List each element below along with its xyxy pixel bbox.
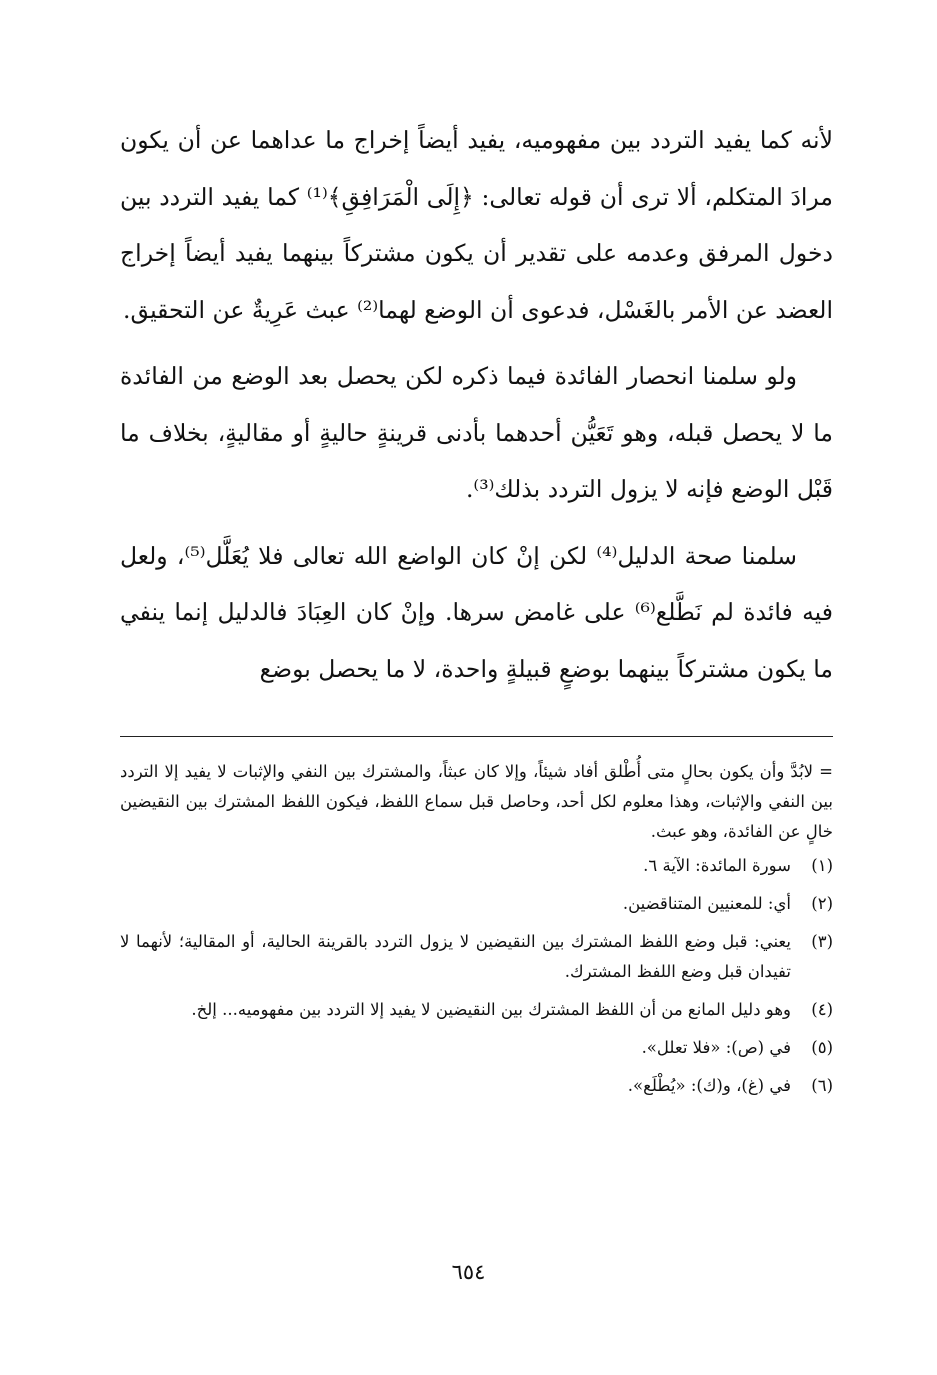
- footnote-text: يعني: قبل وضع اللفظ المشترك بين النقيضين لا يزول التردد بالقرينة الحالية، أو المقالية؛ لأنهما لا تفيدان قبل وضع اللفظ المشترك.: [120, 932, 791, 981]
- paragraph-3: سلمنا صحة الدليل⁽⁴⁾ لكن إنْ كان الواضع الله تعالى فلا يُعَلَّل⁽⁵⁾، ولعل فيه فائدة لم نَطَّلع⁽⁶⁾ على غامض سرها. وإنْ كان العِبَادَ فالدليل إنما ينفي ما يكون مشتركاً بينهما بوضعٍ قبيلةٍ واحدة، لا ما يحصل بوضع: [120, 541, 833, 683]
- footnote-text: في (ص): «فلا تعلل».: [641, 1038, 791, 1057]
- page-number: ٦٥٤: [451, 1260, 486, 1284]
- footnote-number: (٤): [811, 1000, 833, 1019]
- footnote-text: سورة المائدة: الآية ٦.: [643, 856, 791, 875]
- paragraph-2: ولو سلمنا انحصار الفائدة فيما ذكره لكن يحصل بعد الوضع من الفائدة ما لا يحصل قبله، وهو تَعَيُّن أحدهما بأدنى قرينةٍ حاليةٍ أو مقاليةٍ، بخلاف ما قَبْل الوضع فإنه لا يزول التردد بذلك⁽³⁾.: [120, 362, 833, 503]
- footnote-number: (٣): [811, 932, 833, 951]
- main-text: [120, 112, 833, 697]
- footnote-2: [120, 889, 833, 919]
- footnotes: [120, 757, 833, 1109]
- footnote-number: (٦): [811, 1076, 833, 1095]
- footnote-text: وهو دليل المانع من أن اللفظ المشترك بين النقيضين لا يفيد إلا التردد بين مفهوميه... إلخ.: [191, 1000, 791, 1019]
- footnote-continuation: = لابُدَّ وأن يكون بحالٍ متى أُطْلق أفاد شيئاً، وإلا كان عبثاً، والمشترك بين النفي والإثبات لا يفيد إلا التردد بين النفي والإثبات، وهذا معلوم لكل أحد، وحاصل قبل سماع اللفظ، فيكون اللفظ المشترك بين النقيضين خالٍ عن الفائدة، وهو عبث.: [120, 762, 833, 841]
- footnote-3: [120, 927, 833, 987]
- footnote-6: [120, 1071, 833, 1101]
- footnote-number: (٥): [811, 1038, 833, 1057]
- footnote-number: (١): [811, 856, 833, 875]
- footnote-number: (٢): [811, 894, 833, 913]
- paragraph-1: لأنه كما يفيد التردد بين مفهوميه، يفيد أيضاً إخراج ما عداهما عن أن يكون مرادَ المتكلم، ألا ترى أن قوله تعالى: ﴿إِلَى الْمَرَافِقِ﴾⁽¹⁾ كما يفيد التردد بين دخول المرفق وعدمه على تقدير أن يكون مشتركاً بينهما يفيد أيضاً إخراج العضد عن الأمر بالغَسْل، فدعوى أن الوضع لهما⁽²⁾ عبث عَرِيةٌ عن التحقيق.: [120, 126, 833, 324]
- footnote-5: [120, 1033, 833, 1063]
- footnote-text: أي: للمعنيين المتناقضين.: [622, 894, 791, 913]
- footnote-text: في (غ)، و(ك): «يُطْلَع».: [627, 1076, 791, 1095]
- footnote-4: [120, 995, 833, 1025]
- footnote-separator: [120, 736, 833, 737]
- footnote-1: [120, 851, 833, 881]
